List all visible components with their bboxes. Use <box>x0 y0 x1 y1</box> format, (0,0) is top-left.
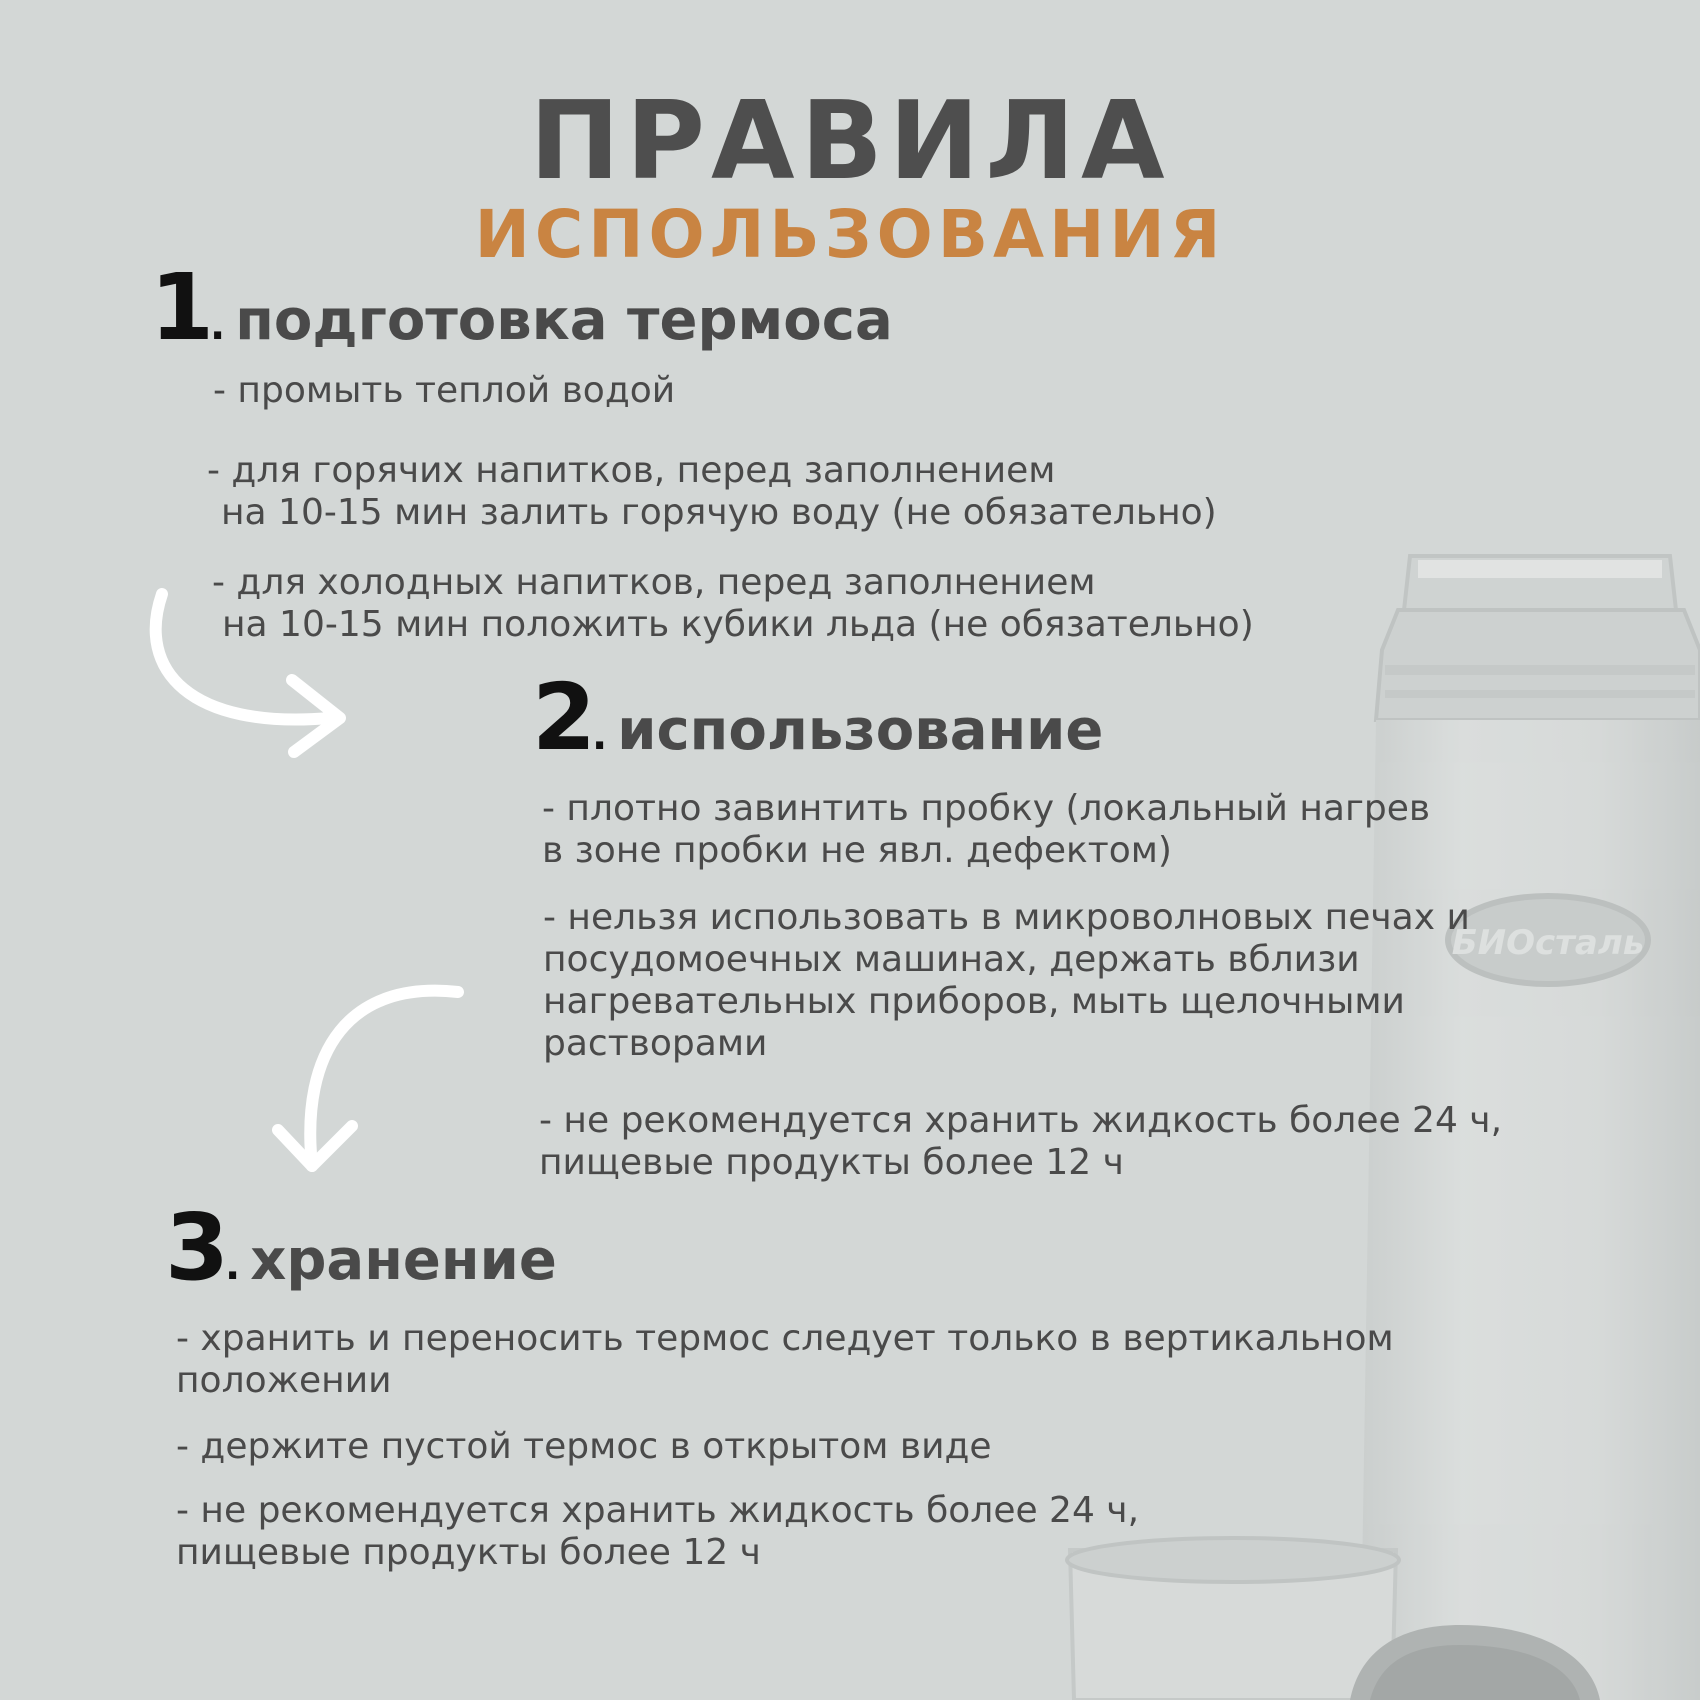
list-item: - нельзя использовать в микроволновых печах и посудомоечных машинах, держать вблизи нагревательных приборов, мыть щелочными растворами <box>543 897 1470 1064</box>
section-dot: . <box>225 1243 241 1289</box>
curved-arrow-down-icon <box>270 980 470 1180</box>
section-number: 2 <box>532 664 593 771</box>
list-item: - держите пустой термос в открытом виде <box>176 1426 992 1467</box>
curved-arrow-right-icon <box>130 580 360 760</box>
list-item: - не рекомендуется хранить жидкость более 24 ч, пищевые продукты более 12 ч <box>539 1100 1503 1183</box>
list-item: - для холодных напитков, перед заполнением на 10-15 мин положить кубики льда (не обязательно) <box>212 562 1254 645</box>
section-3-heading <box>165 1194 557 1301</box>
list-item: - для горячих напитков, перед заполнением на 10-15 мин залить горячую воду (не обязательно) <box>207 450 1217 533</box>
page-title: ПРАВИЛА <box>529 79 1171 204</box>
section-title: хранение <box>250 1228 557 1293</box>
section-dot: . <box>592 713 608 759</box>
brand-logo-text: БИОсталь <box>1451 923 1645 963</box>
section-1-heading <box>150 254 893 361</box>
page-subtitle: ИСПОЛЬЗОВАНИЯ <box>474 196 1226 273</box>
list-item: - плотно завинтить пробку (локальный нагрев в зоне пробки не явл. дефектом) <box>542 788 1431 871</box>
list-item: - промыть теплой водой <box>213 370 676 411</box>
section-title: подготовка термоса <box>235 288 893 353</box>
section-title: использование <box>617 698 1104 763</box>
list-item: - не рекомендуется хранить жидкость более 24 ч, пищевые продукты более 12 ч <box>176 1490 1140 1573</box>
list-item: - хранить и переносить термос следует только в вертикальном положении <box>176 1318 1394 1401</box>
section-2-heading <box>532 664 1104 771</box>
section-number: 3 <box>165 1194 226 1301</box>
section-dot: . <box>210 303 226 349</box>
section-number: 1 <box>150 254 211 361</box>
